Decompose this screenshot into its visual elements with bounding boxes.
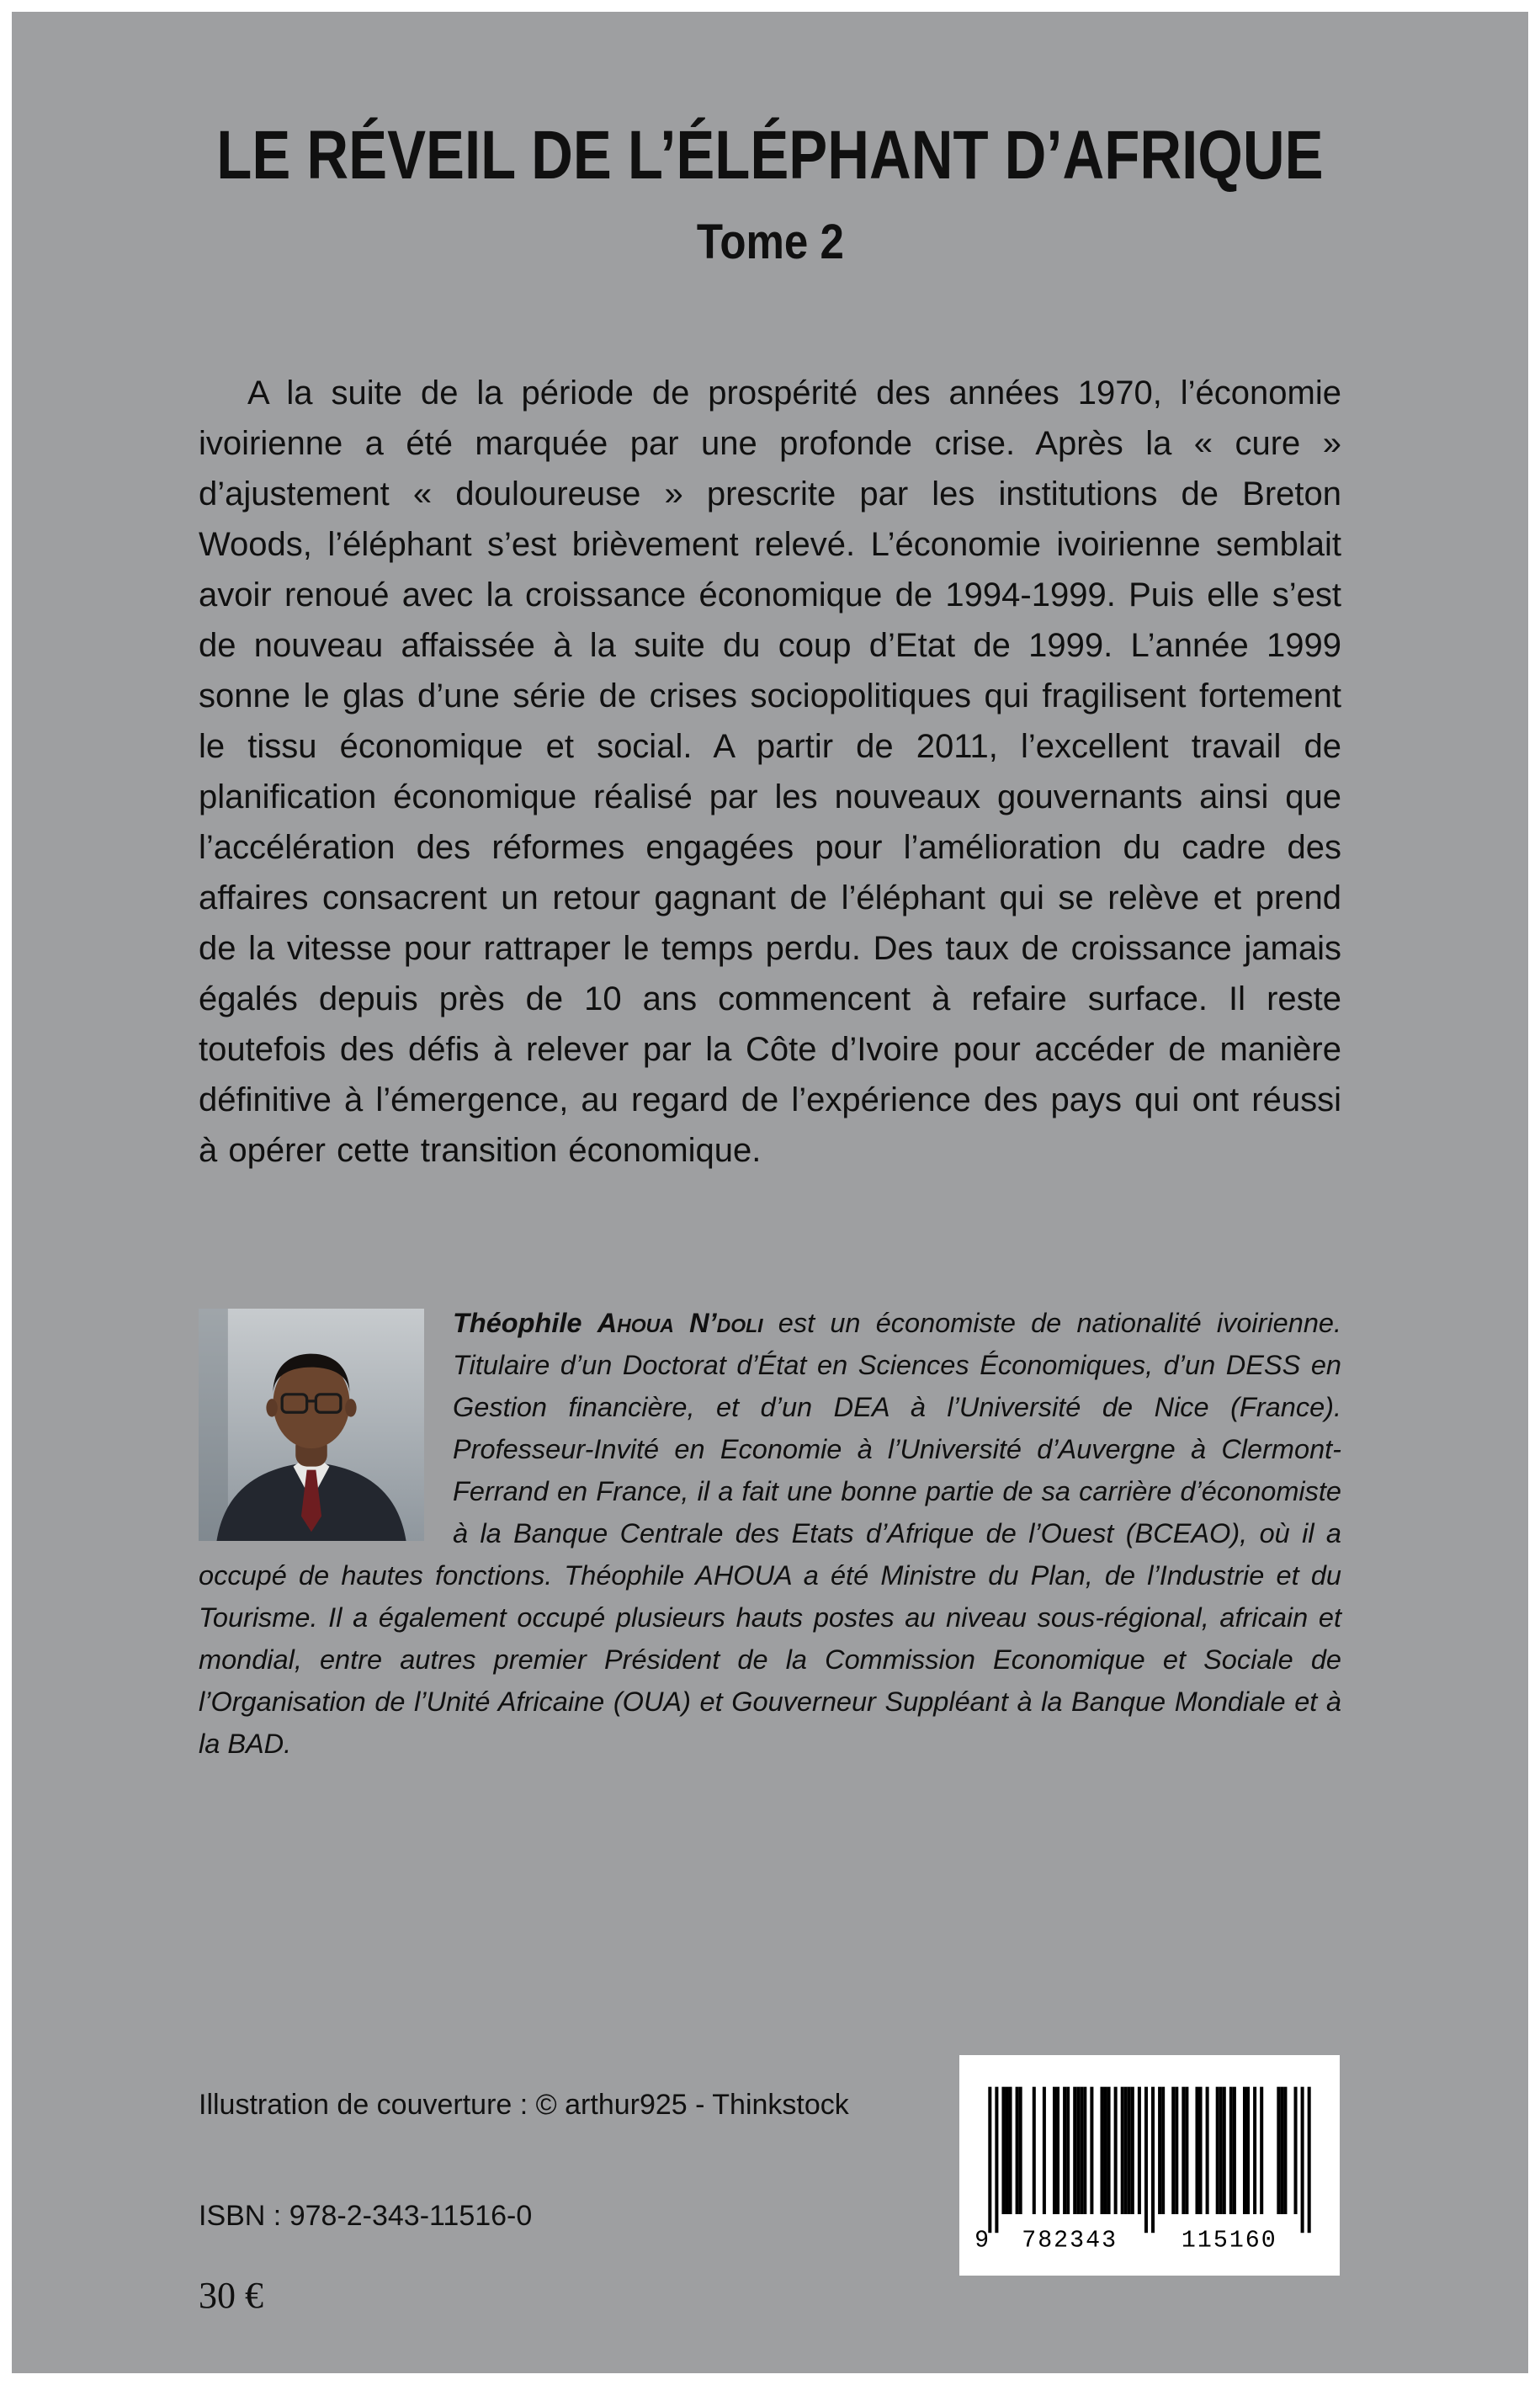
svg-text:9: 9 xyxy=(974,2227,991,2255)
synopsis-paragraph: A la suite de la période de prospérité des années 1970, l’économie ivoirienne a été marquée par une profonde crise. Après la « cure » d’ajustement « douloureuse » prescrite par les institutions de Breton Woods, l’éléphant s’est brièvement relevé. L’économie ivoirienne semblait avoir renoué avec la croissance économique de 1994-1999. Puis elle s’est de nouveau affaissée à la suite du coup d’Etat de 1999. L’année 1999 sonne le glas d’une série de crises sociopolitiques qui fragilisent fortement le tissu économique et social. A partir de 2011, l’excellent travail de planification économique réalisé par les nouveaux gouvernants ainsi que l’accélération des réformes engagées pour l’amélioration du cadre des affaires consacrent un retour gagnant de l’éléphant qui se relève et prend de la vitesse pour rattraper le temps perdu. Des taux de croissance jamais égalés depuis près de 10 ans commencent à refaire surface. Il reste toutefois des défis à relever par la Côte d’Ivoire pour accéder de manière définitive à l’émergence, au regard de l’expérience des pays qui ont réussi à opérer cette transition économique. xyxy=(199,374,1341,1170)
price-text: 30 € xyxy=(199,2275,263,2316)
title-block xyxy=(12,117,1528,270)
book-subtitle: Tome 2 xyxy=(696,215,844,270)
barcode xyxy=(959,2055,1340,2276)
svg-text:115160: 115160 xyxy=(1181,2227,1277,2255)
author-bio-section xyxy=(199,1302,1341,1765)
cover-panel xyxy=(12,12,1528,2373)
barcode-bars xyxy=(959,2055,1340,2276)
author-portrait-illustration xyxy=(199,1309,424,1541)
author-bio-text: Théophile Ahoua N’doli est un économiste de nationalité ivoirienne. Titulaire d’un Doctorat d’État en Sciences Économiques, d’un DESS en Gestion financière, et d’un DEA à l’Université de Nice (France). Professeur-Invité en Economie à l’Université d’Auvergne à Clermont-Ferrand en France, il a fait une bonne partie de sa carrière d’économiste à la Banque Centrale des Etats d’Afrique de l’Ouest (BCEAO), où il a occupé de hautes fonctions. Théophile AHOUA a été Ministre du Plan, de l’Industrie et du Tourisme. Il a également occupé plusieurs hauts postes au niveau sous-régional, africain et mondial, entre autres premier Président de la Commission Economique et Sociale de l’Organisation de l’Unité Africaine (OUA) et Gouverneur Suppléant à la Banque Mondiale et à la BAD. xyxy=(199,1308,1341,1760)
author-name: Théophile Ahoua N’doli xyxy=(453,1308,763,1339)
author-photo xyxy=(199,1309,424,1541)
illustration-credit: Illustration de couverture : © arthur925 - Thinkstock xyxy=(199,2089,849,2121)
book-title: LE RÉVEIL DE L’ÉLÉPHANT D’AFRIQUE xyxy=(216,117,1324,194)
svg-text:782343: 782343 xyxy=(1022,2227,1118,2255)
isbn-text: ISBN : 978-2-343-11516-0 xyxy=(199,2200,533,2232)
